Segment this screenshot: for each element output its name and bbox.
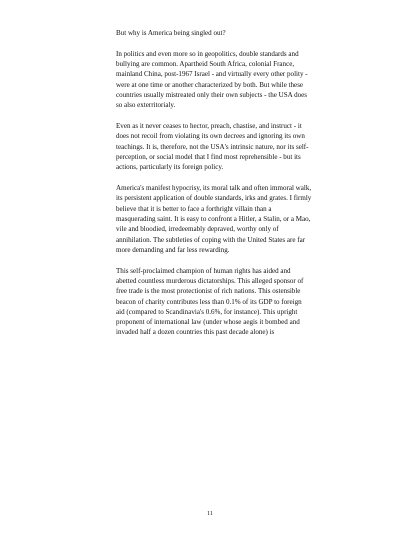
paragraph-double-standards: In politics and even more so in geopolitics, double standards and bullying are common. Apartheid South Africa, colonial France, mainland China, post-1967 Israel - and virtually every other polity - were at one time or another characterized by both. But while these countries usually mistreated only their own subjects - the USA does so also exterritorialy. bbox=[116, 49, 308, 110]
paragraph-human-rights: This self-proclaimed champion of human rights has aided and abetted countless murderous dictatorships. This alleged sponsor of free trade is the most protectionist of rich nations. This ostensible beacon of charity contributes less than 0.1% of its GDP to foreign aid (compared to Scandinavia's 0.6%, for instance). This upright proponent of international law (under whose aegis it bombed and invaded half a dozen countries this past decade alone) is bbox=[116, 266, 304, 337]
paragraph-hector-preach: Even as it never ceases to hector, preach, chastise, and instruct - it does not recoil from violating its own decrees and ignoring its own teachings. It is, therefore, not the USA's intrinsic nature, nor its self-perception, or social model that I find most reprehensible - but its actions, particularly its foreign policy. bbox=[116, 122, 309, 172]
page-number: 11 bbox=[207, 511, 213, 517]
paragraph-question: But why is America being singled out? bbox=[116, 29, 226, 37]
body-text bbox=[116, 28, 312, 348]
paragraph-hypocrisy: America's manifest hypocrisy, its moral talk and often immoral walk, its persistent application of double standards, irks and grates. I firmly believe that it is better to face a forthright villain than a masquerading saint. It is easy to confront a Hitler, a Stalin, or a Mao, vile and bloodied, irredeemably depraved, worthy only of annihilation. The subtleties of coping with the United States are far more demanding and far less rewarding. bbox=[116, 184, 312, 254]
